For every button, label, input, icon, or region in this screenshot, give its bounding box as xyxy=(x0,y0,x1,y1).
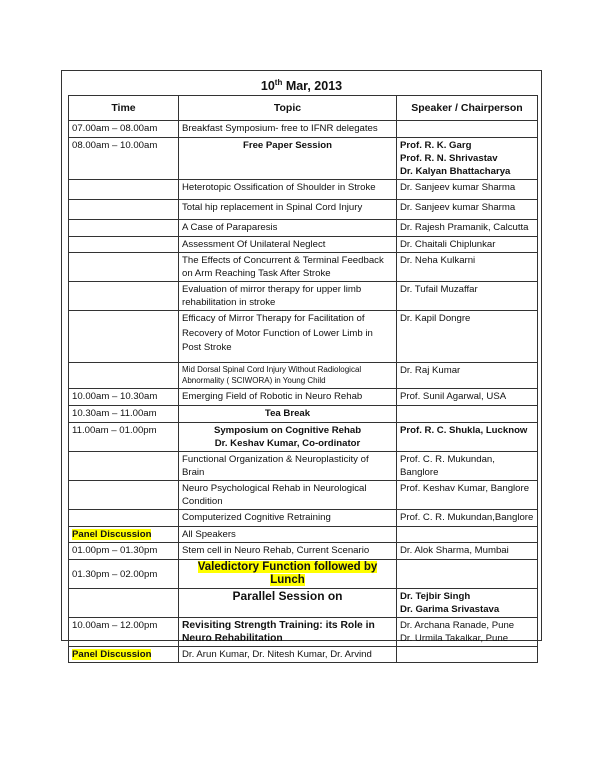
topic-cell: A Case of Paraparesis xyxy=(179,220,397,237)
table-row xyxy=(69,311,538,363)
schedule-frame xyxy=(61,70,542,660)
topic-cell: Assessment Of Unilateral Neglect xyxy=(179,237,397,253)
valedictory-highlight: Valedictory Function followed by Lunch xyxy=(197,561,378,586)
time-cell xyxy=(69,481,179,510)
topic-cell: Dr. Arun Kumar, Dr. Nitesh Kumar, Dr. Arvind xyxy=(179,647,397,663)
time-cell: 10.30am – 11.00am xyxy=(69,406,179,423)
time-cell xyxy=(69,220,179,237)
table-row xyxy=(69,618,538,647)
time-cell xyxy=(69,200,179,220)
time-cell: 01.30pm – 02.00pm xyxy=(69,560,179,589)
table-row xyxy=(69,220,538,237)
time-cell xyxy=(69,589,179,618)
speaker-cell: Prof. R. C. Shukla, Lucknow xyxy=(397,423,538,452)
time-cell xyxy=(69,452,179,481)
header-time: Time xyxy=(69,96,179,121)
time-cell xyxy=(69,647,179,663)
speaker-cell xyxy=(397,560,538,589)
table-row xyxy=(69,200,538,220)
table-row xyxy=(69,253,538,282)
time-cell xyxy=(69,180,179,200)
table-row xyxy=(69,510,538,527)
speaker-cell xyxy=(397,406,538,423)
speaker-cell: Dr. Kapil Dongre xyxy=(397,311,538,363)
speaker-cell: Prof. C. R. Mukundan, Banglore xyxy=(397,452,538,481)
time-cell xyxy=(69,282,179,311)
schedule-table xyxy=(68,95,538,663)
topic-cell: The Effects of Concurrent & Terminal Feedback on Arm Reaching Task After Stroke xyxy=(179,253,397,282)
topic-cell: Tea Break xyxy=(179,406,397,423)
panel-discussion-highlight: Panel Discussion xyxy=(72,649,152,660)
time-cell: 07.00am – 08.00am xyxy=(69,121,179,138)
time-cell xyxy=(69,363,179,389)
time-cell xyxy=(69,253,179,282)
header-row xyxy=(69,96,538,121)
header-topic: Topic xyxy=(179,96,397,121)
time-cell: 01.00pm – 01.30pm xyxy=(69,543,179,560)
topic-cell: Total hip replacement in Spinal Cord Injury xyxy=(179,200,397,220)
topic-cell: Stem cell in Neuro Rehab, Current Scenario xyxy=(179,543,397,560)
table-row xyxy=(69,282,538,311)
speaker-cell: Prof. C. R. Mukundan,Banglore xyxy=(397,510,538,527)
topic-cell: Revisiting Strength Training: its Role in Neuro Rehabilitation xyxy=(179,618,397,647)
speaker-cell xyxy=(397,527,538,543)
topic-cell xyxy=(179,560,397,589)
table-row xyxy=(69,237,538,253)
speaker-cell: Dr. Chaitali Chiplunkar xyxy=(397,237,538,253)
time-cell: 10.00am – 10.30am xyxy=(69,389,179,406)
speaker-cell: Dr. Tejbir Singh Dr. Garima Srivastava xyxy=(397,589,538,618)
time-cell: 10.00am – 12.00pm xyxy=(69,618,179,647)
table-row xyxy=(69,527,538,543)
table-row xyxy=(69,543,538,560)
table-row xyxy=(69,589,538,618)
speaker-cell xyxy=(397,121,538,138)
topic-cell: Free Paper Session xyxy=(179,138,397,180)
time-cell xyxy=(69,311,179,363)
table-row xyxy=(69,406,538,423)
table-row xyxy=(69,481,538,510)
topic-cell: Mid Dorsal Spinal Cord Injury Without Radiological Abnormality ( SCIWORA) in Young Child xyxy=(179,363,397,389)
table-row xyxy=(69,121,538,138)
topic-cell: Evaluation of mirror therapy for upper limb rehabilitation in stroke xyxy=(179,282,397,311)
topic-cell: Functional Organization & Neuroplasticity of Brain xyxy=(179,452,397,481)
speaker-cell: Dr. Sanjeev kumar Sharma xyxy=(397,180,538,200)
topic-cell: Symposium on Cognitive Rehab Dr. Keshav Kumar, Co-ordinator xyxy=(179,423,397,452)
time-cell xyxy=(69,510,179,527)
panel-discussion-highlight: Panel Discussion xyxy=(72,529,152,540)
time-cell: 11.00am – 01.00pm xyxy=(69,423,179,452)
page-title: 10th Mar, 2013 xyxy=(260,78,343,94)
topic-cell: All Speakers xyxy=(179,527,397,543)
speaker-cell: Dr. Tufail Muzaffar xyxy=(397,282,538,311)
table-row xyxy=(69,560,538,589)
table-row xyxy=(69,452,538,481)
topic-cell: Computerized Cognitive Retraining xyxy=(179,510,397,527)
speaker-cell: Dr. Archana Ranade, Pune Dr. Urmila Takalkar, Pune xyxy=(397,618,538,647)
speaker-cell: Dr. Alok Sharma, Mumbai xyxy=(397,543,538,560)
speaker-cell: Dr. Rajesh Pramanik, Calcutta xyxy=(397,220,538,237)
time-cell xyxy=(69,237,179,253)
topic-cell: Efficacy of Mirror Therapy for Facilitation of Recovery of Motor Function of Lower Limb in Post Stroke xyxy=(179,311,397,363)
speaker-cell: Dr. Sanjeev kumar Sharma xyxy=(397,200,538,220)
header-speaker: Speaker / Chairperson xyxy=(397,96,538,121)
topic-cell: Neuro Psychological Rehab in Neurological Condition xyxy=(179,481,397,510)
speaker-cell: Dr. Raj Kumar xyxy=(397,363,538,389)
table-row xyxy=(69,389,538,406)
speaker-cell: Prof. Keshav Kumar, Banglore xyxy=(397,481,538,510)
table-row xyxy=(69,363,538,389)
speaker-cell xyxy=(397,647,538,663)
speaker-cell: Prof. R. K. Garg Prof. R. N. Shrivastav Dr. Kalyan Bhattacharya xyxy=(397,138,538,180)
topic-cell: Parallel Session on xyxy=(179,589,397,618)
table-row xyxy=(69,423,538,452)
time-cell xyxy=(69,527,179,543)
time-cell: 08.00am – 10.00am xyxy=(69,138,179,180)
speaker-cell: Dr. Neha Kulkarni xyxy=(397,253,538,282)
topic-cell: Emerging Field of Robotic in Neuro Rehab xyxy=(179,389,397,406)
speaker-cell: Prof. Sunil Agarwal, USA xyxy=(397,389,538,406)
topic-cell: Breakfast Symposium- free to IFNR delegates xyxy=(179,121,397,138)
table-row xyxy=(69,180,538,200)
table-row xyxy=(69,647,538,663)
table-row xyxy=(69,138,538,180)
topic-cell: Heterotopic Ossification of Shoulder in Stroke xyxy=(179,180,397,200)
